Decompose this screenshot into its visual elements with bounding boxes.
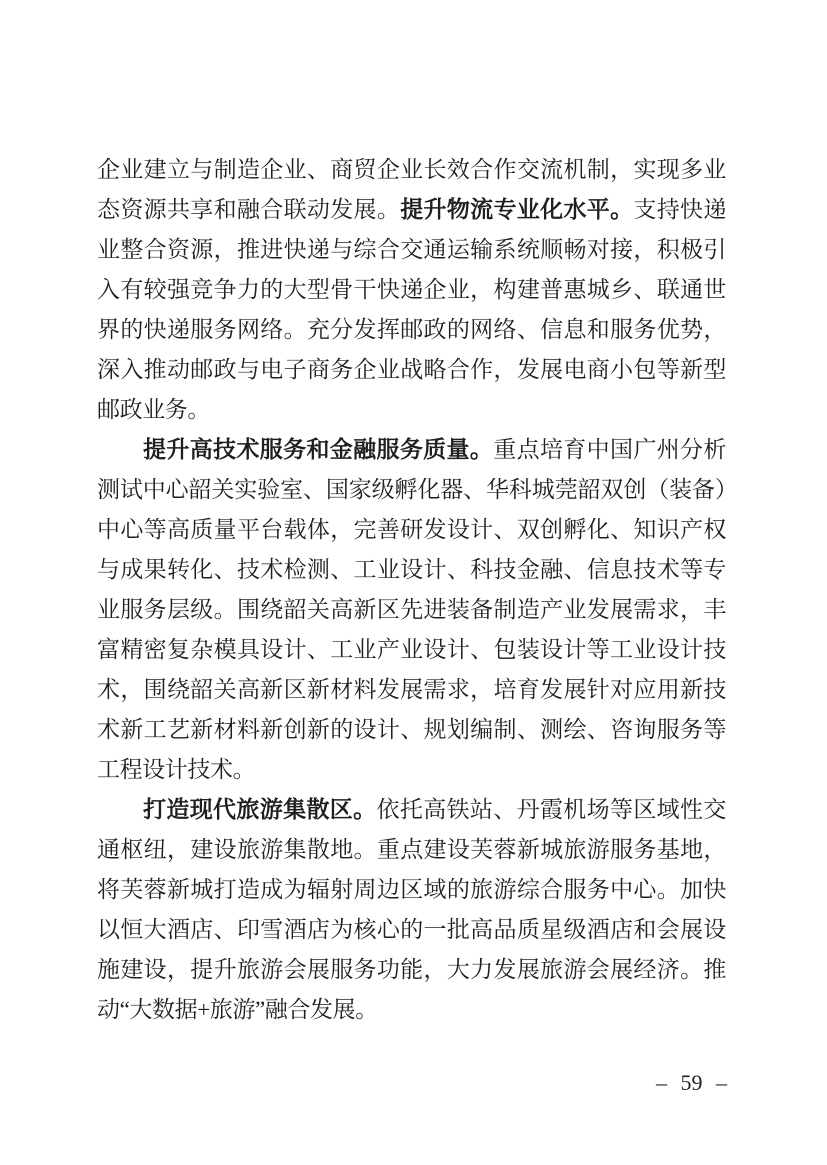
emphasis-text-segment: 提升高技术服务和金融服务质量。 xyxy=(143,437,494,462)
emphasis-text-segment: 提升物流专业化水平。 xyxy=(400,197,634,222)
document-body xyxy=(97,150,726,1030)
paragraph xyxy=(97,150,726,430)
paragraph xyxy=(97,790,726,1030)
text-segment: 依托高铁站、丹霞机场等区域性交通枢纽，建设旅游集散地。重点建设芙蓉新城旅游服务基地，将芙蓉新城打造成为辐射周边区域的旅游综合服务中心。加快以恒大酒店、印雪酒店为核心的一批高品质星级酒店和会展设施建设，提升旅游会展服务功能，大力发展旅游会展经济。推动“大数据+旅游”融合发展。 xyxy=(97,797,726,1022)
paragraph xyxy=(97,430,726,790)
page-number: – 59 – xyxy=(656,1070,727,1095)
text-segment: 支持快递业整合资源，推进快递与综合交通运输系统顺畅对接，积极引入有较强竞争力的大型骨干快递企业，构建普惠城乡、联通世界的快递服务网络。充分发挥邮政的网络、信息和服务优势，深入推动邮政与电子商务企业战略合作，发展电商小包等新型邮政业务。 xyxy=(97,197,726,422)
text-segment: 企业建立与制造企业、商贸企业长效合作交流机制，实现多业态资源共享和融合联动发展。 xyxy=(97,157,726,222)
emphasis-text-segment: 打造现代旅游集散区。 xyxy=(143,797,377,822)
text-segment: 重点培育中国广州分析测试中心韶关实验室、国家级孵化器、华科城莞韶双创（装备）中心等高质量平台载体，完善研发设计、双创孵化、知识产权与成果转化、技术检测、工业设计、科技金融、信息技术等专业服务层级。围绕韶关高新区先进装备制造产业发展需求，丰富精密复杂模具设计、工业产业设计、包装设计等工业设计技术，围绕韶关高新区新材料发展需求，培育发展针对应用新技术新工艺新材料新创新的设计、规划编制、测绘、咨询服务等工程设计技术。 xyxy=(97,437,726,782)
